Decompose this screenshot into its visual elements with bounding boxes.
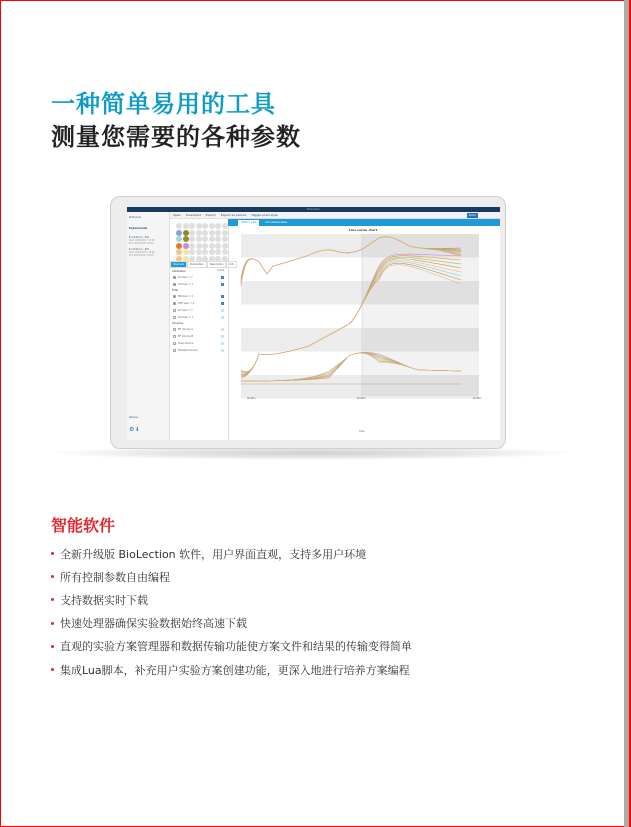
panel-tab-info[interactable]: Info: [226, 261, 237, 268]
channel-panel: [170, 261, 234, 440]
well[interactable]: [215, 236, 221, 242]
x-tick: 0h:00m: [247, 397, 256, 400]
well[interactable]: [196, 223, 202, 229]
y-axis-toggle[interactable]: [221, 295, 224, 298]
x-tick: 0h:00m: [357, 397, 366, 400]
line-chart: [229, 226, 500, 440]
well[interactable]: [189, 236, 195, 242]
toggle-point-button[interactable]: Toggle point style: [251, 213, 278, 217]
zoom-button[interactable]: Zoom: [468, 214, 476, 217]
well[interactable]: [222, 236, 228, 242]
well[interactable]: [202, 236, 208, 242]
channel-item[interactable]: [173, 314, 226, 320]
panel-tab-description[interactable]: Description: [207, 261, 227, 268]
experiment-item[interactable]: [129, 248, 167, 257]
experiment-start: Start 06/03/2017 13:06: [129, 239, 155, 242]
well[interactable]: [189, 230, 195, 236]
feature-text: 所有控制参数自由编程: [60, 570, 170, 584]
channel-label: DO Gain = 7: [178, 315, 194, 319]
well[interactable]: [202, 249, 208, 255]
well[interactable]: [215, 249, 221, 255]
y-axis-toggle[interactable]: [221, 328, 224, 331]
channel-item[interactable]: [173, 326, 226, 332]
feature-item: [51, 612, 412, 635]
channel-item[interactable]: [173, 340, 226, 346]
sidebar-experiments[interactable]: Experiments: [129, 227, 148, 230]
y-axis-toggle[interactable]: [221, 335, 224, 338]
channel-item[interactable]: [173, 281, 226, 287]
y-axis-toggle[interactable]: [221, 316, 224, 319]
sidebar-device[interactable]: Device: [129, 416, 138, 419]
tab-history-plot[interactable]: History plot: [238, 220, 259, 226]
experiment-name: E-coli 04.2.1 - 401: [129, 248, 149, 251]
feature-text: 支持数据实时下载: [60, 593, 148, 607]
experiment-list: [129, 236, 167, 257]
tab-cumulative-table[interactable]: Cumulative table: [265, 221, 288, 224]
software-screenshot: [127, 207, 500, 440]
well[interactable]: [176, 230, 182, 236]
headline-secondary: 测量您需要的各种参数: [51, 123, 301, 151]
channel-item[interactable]: [173, 333, 226, 339]
x-axis-label: Time: [359, 430, 365, 433]
y-axis-toggle[interactable]: [221, 342, 224, 345]
checkbox[interactable]: [173, 316, 176, 319]
channel-item[interactable]: [173, 274, 226, 280]
bullet-icon: [51, 645, 54, 648]
well[interactable]: [209, 249, 215, 255]
channel-item[interactable]: [173, 293, 226, 299]
headline-primary: 一种简单易用的工具: [51, 90, 276, 118]
bullet-icon: [51, 552, 54, 555]
well[interactable]: [202, 243, 208, 249]
feature-item: [51, 565, 412, 588]
well[interactable]: [196, 243, 202, 249]
feature-item: [51, 635, 412, 658]
well[interactable]: [215, 243, 221, 249]
experiment-end: End 06/03/2017 18:08: [129, 254, 154, 257]
well[interactable]: [189, 249, 195, 255]
experiment-item[interactable]: [129, 236, 167, 245]
bullet-icon: [51, 622, 54, 625]
experiment-end: End 06/03/2017 18:08: [129, 242, 154, 245]
panel-tab-parameters[interactable]: Parameters: [187, 261, 207, 268]
well[interactable]: [215, 223, 221, 229]
export-picture-button[interactable]: Export as picture: [220, 213, 247, 217]
checkbox[interactable]: [173, 276, 176, 279]
shaded-region: [362, 234, 479, 396]
channel-label: Feed Volume: [178, 341, 194, 345]
well[interactable]: [183, 243, 189, 249]
feature-text: 集成Lua脚本，补充用户实验方案创建功能，更深入地进行培养方案编程: [60, 663, 410, 677]
checkbox[interactable]: [173, 295, 176, 298]
section-title: 智能软件: [51, 516, 116, 535]
well[interactable]: [183, 230, 189, 236]
feature-list: [51, 542, 412, 681]
well[interactable]: [209, 236, 215, 242]
well[interactable]: [222, 243, 228, 249]
channel-label: BF Volume B: [178, 334, 194, 338]
well[interactable]: [176, 236, 182, 242]
feature-item: [51, 658, 412, 681]
channel-item[interactable]: [173, 300, 226, 306]
chart-area: [228, 226, 500, 440]
y-axis-toggle[interactable]: [221, 349, 224, 352]
window-titlebar: BioLection: [127, 207, 500, 212]
y-axis-toggle[interactable]: [221, 276, 224, 279]
checkbox[interactable]: [173, 328, 176, 331]
feature-text: 全新升级版 BioLection 软件，用户界面直观，支持多用户环境: [60, 547, 367, 561]
channel-group-title: Calibrated: [172, 270, 186, 273]
feature-text: 直观的实验方案管理器和数据传输功能使方案文件和结果的传输变得简单: [60, 640, 412, 654]
bullet-icon: [51, 668, 54, 671]
settings-icon[interactable]: ⚙ ℹ: [129, 426, 139, 433]
well[interactable]: [209, 230, 215, 236]
panel-tab-channels[interactable]: Channels: [170, 261, 187, 268]
well[interactable]: [209, 243, 215, 249]
channel-label: pH Gain = 7: [178, 308, 193, 312]
well[interactable]: [196, 249, 202, 255]
channel-label: Pipetted Volume: [178, 348, 198, 352]
well[interactable]: [176, 223, 182, 229]
y-axis-toggle[interactable]: [221, 309, 224, 312]
feature-item: [51, 542, 412, 565]
channel-label: pH Gain = 7: [178, 275, 193, 279]
well[interactable]: [222, 249, 228, 255]
tab-bar: [228, 219, 500, 226]
app-sidebar: [127, 212, 170, 440]
channel-label: BM Gain = 2: [178, 294, 194, 298]
well[interactable]: [196, 230, 202, 236]
export-button[interactable]: Export: [205, 213, 216, 217]
checkbox[interactable]: [173, 342, 176, 345]
chart-title: Line series chart: [349, 228, 378, 232]
x-tick: 0h:00m: [473, 397, 482, 400]
channel-item[interactable]: [173, 307, 226, 313]
checkbox[interactable]: [173, 335, 176, 338]
open-button[interactable]: Open: [173, 213, 182, 217]
channel-label: MFP Gain = 4: [178, 301, 195, 305]
download-button[interactable]: Download: [186, 213, 201, 217]
bullet-icon: [51, 575, 54, 578]
channel-group-title: Filter: [172, 289, 179, 292]
checkbox[interactable]: [173, 283, 176, 286]
y-axis-toggle[interactable]: [221, 302, 224, 305]
well[interactable]: [202, 230, 208, 236]
sidebar-protocols[interactable]: Protocols: [129, 216, 141, 219]
experiment-name: E-coli 04.2.1 - 402: [129, 236, 149, 239]
checkbox[interactable]: [173, 349, 176, 352]
feature-item: [51, 588, 412, 611]
channel-label: BF Volume A: [178, 327, 194, 331]
well[interactable]: [202, 223, 208, 229]
checkbox[interactable]: [173, 309, 176, 312]
y-axis-toggle[interactable]: [221, 283, 224, 286]
y-axis-label: Y-Axis: [217, 269, 224, 272]
well[interactable]: [176, 249, 182, 255]
well[interactable]: [209, 223, 215, 229]
channel-group-title: Volumes: [172, 322, 183, 325]
well-plate[interactable]: [172, 221, 228, 261]
feature-text: 快速处理器确保实验数据始终高速下载: [60, 617, 247, 631]
channel-item[interactable]: [173, 347, 226, 353]
well[interactable]: [189, 243, 195, 249]
well[interactable]: [176, 243, 182, 249]
well[interactable]: [222, 223, 228, 229]
well[interactable]: [189, 223, 195, 229]
well[interactable]: [215, 230, 221, 236]
experiment-start: Start 06/03/2017 13:06: [129, 251, 155, 254]
checkbox[interactable]: [173, 302, 176, 305]
well[interactable]: [183, 236, 189, 242]
bullet-icon: [51, 598, 54, 601]
toolbar: [170, 212, 500, 219]
well[interactable]: [183, 223, 189, 229]
well[interactable]: [196, 236, 202, 242]
well[interactable]: [183, 249, 189, 255]
well[interactable]: [222, 230, 228, 236]
channel-label: DO Gain = 7: [178, 282, 194, 286]
